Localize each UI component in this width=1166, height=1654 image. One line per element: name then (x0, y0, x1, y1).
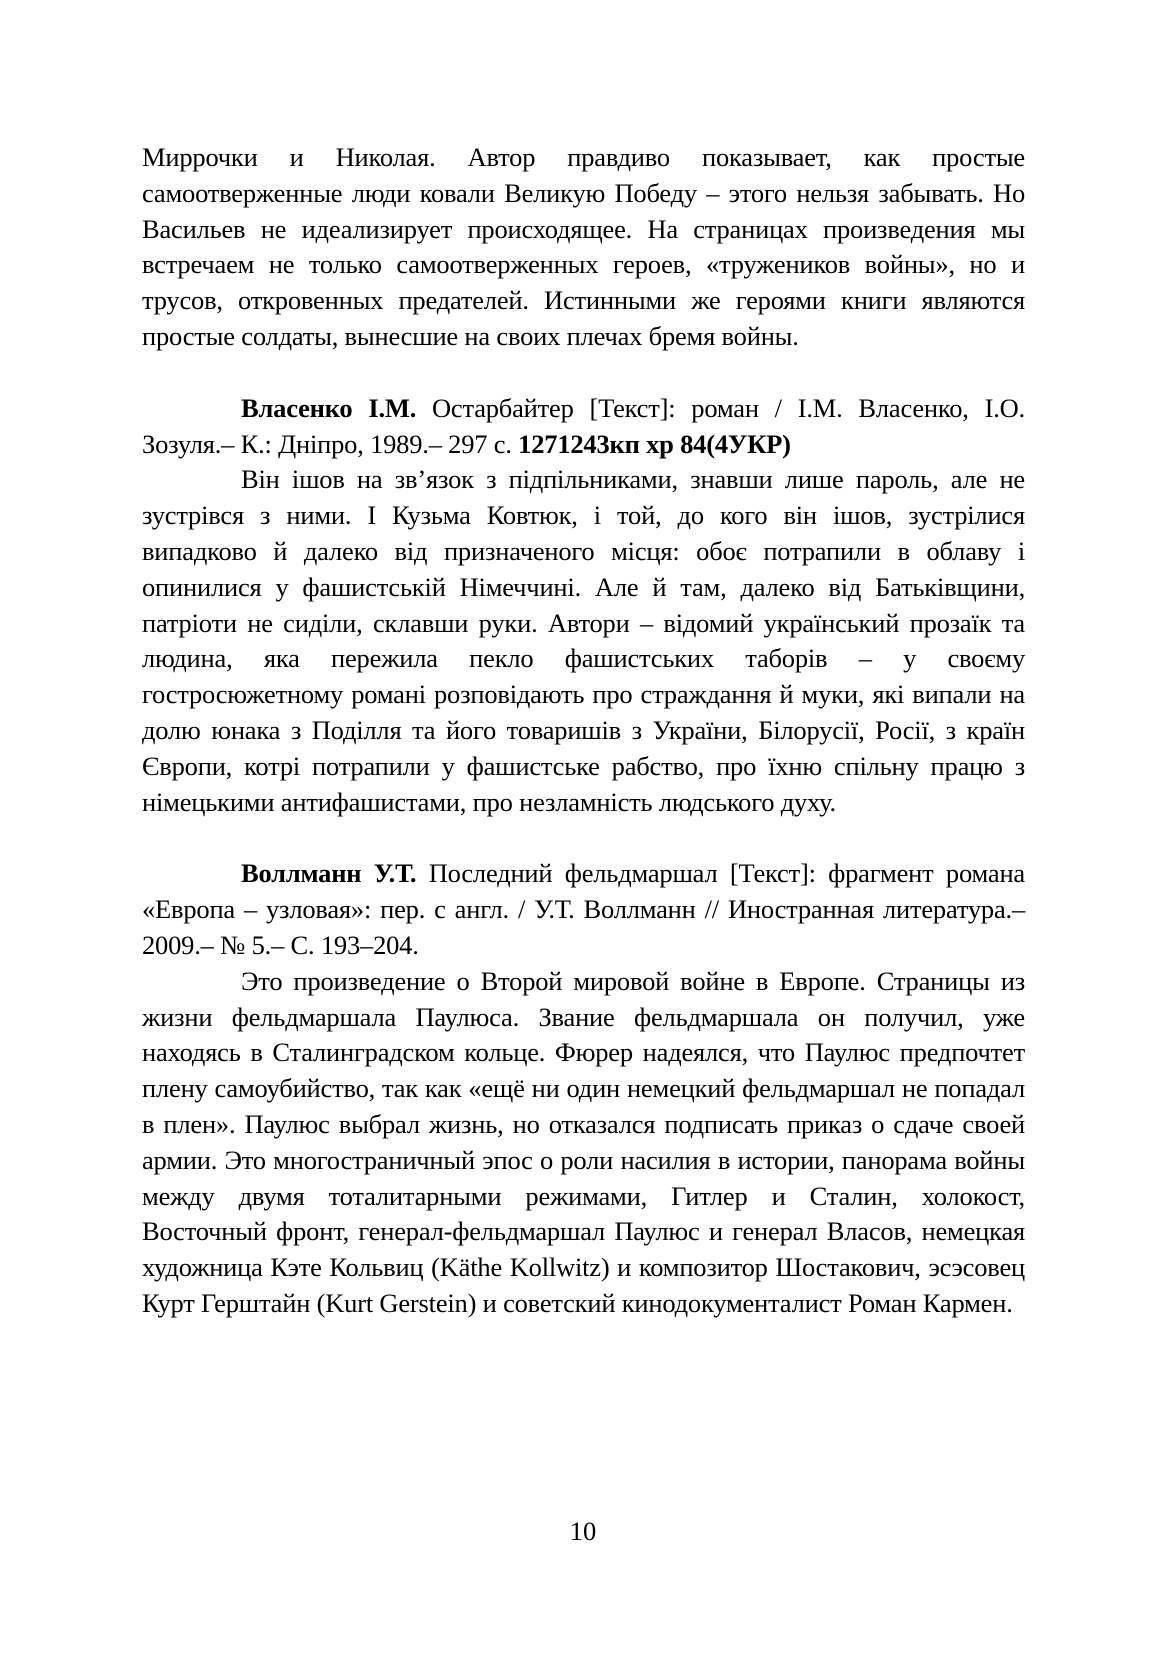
page-number: 10 (569, 1516, 597, 1546)
entry-author: Власенко І.М. (241, 392, 417, 423)
entry-annotation-vlasenko: Він ішов на зв’язок з підпільниками, знавши лише пароль, але не зустрівся з ними. І Кузьма Ковтюк, і той, до кого він ішов, зустрілися випадково й далеко від призначеного місця: обоє потрапили в облаву і опинилися у фашистській Німеччині. Але й там, далеко від Батьківщини, патріоти не сиділи, склавши руки. Автори – відомий український прозаїк та людина, яка пережила пекло фашистських таборів – у своєму гостросюжетному романі розповідають про страждання й муки, які випали на долю юнака з Поділля та його товаришів з України, Білорусії, Росії, з країн Європи, котрі потрапили у фашистське рабство, про їхню спільну працю з німецькими антифашистами, про незламність людського духу. (142, 464, 1025, 817)
intro-paragraph: Миррочки и Николая. Автор правдиво показывает, как простые самоотверженные люди ковали Великую Победу – этого нельзя забывать. Но Васильев не идеализирует происходящее. На страницах произведения мы встречаем не только самоотверженных героев, «тружеников войны», но и трусов, откровенных предателей. Истинными же героями книги являются простые солдаты, вынесшие на своих плечах бремя войны. (142, 142, 1025, 351)
bibliographic-entry-vlasenko (142, 391, 1025, 463)
section-spacer (142, 355, 1025, 391)
entry-author: Воллманн У.Т. (241, 858, 417, 889)
entry-annotation-vollmann: Это произведение о Второй мировой войне в Европе. Страницы из жизни фельдмаршала Паулюса. Звание фельдмаршала он получил, уже находясь в Сталинградском кольце. Фюрер надеялся, что Паулюс предпочтет плену самоубийство, так как «ещё ни один немецкий фельдмаршал не попадал в плен». Паулюс выбрал жизнь, но отказался подписать приказ о сдаче своей армии. Это многостраничный эпос о роли насилия в истории, панорама войны между двумя тоталитарными режимами, Гитлер и Сталин, холокост, Восточный фронт, генерал-фельдмаршал Паулюс и генерал Власов, немецкая художница Кэте Кольвиц (Käthe Kollwitz) и композитор Шостакович, эсэсовец Курт Герштайн (Kurt Gerstein) и советский кинодокументалист Роман Кармен. (142, 965, 1025, 1318)
page-body (142, 140, 1025, 1322)
section-spacer (142, 820, 1025, 856)
entry-shelfmark: 1271243кп хр 84(4УКР) (518, 428, 791, 459)
bibliographic-entry-vollmann (142, 856, 1025, 963)
entry-citation: Остарбайтер [Текст]: роман / І.М. Власенко, І.О. Зозуля.– К.: Дніпро, 1989.– 297 с. (142, 392, 1025, 459)
entry-citation: Последний фельдмаршал [Текст]: фрагмент романа «Европа – узловая»: пер. с англ. / У.Т. Воллманн // Иностранная литература.– 2009.– № 5.– С. 193–204. (142, 858, 1025, 960)
